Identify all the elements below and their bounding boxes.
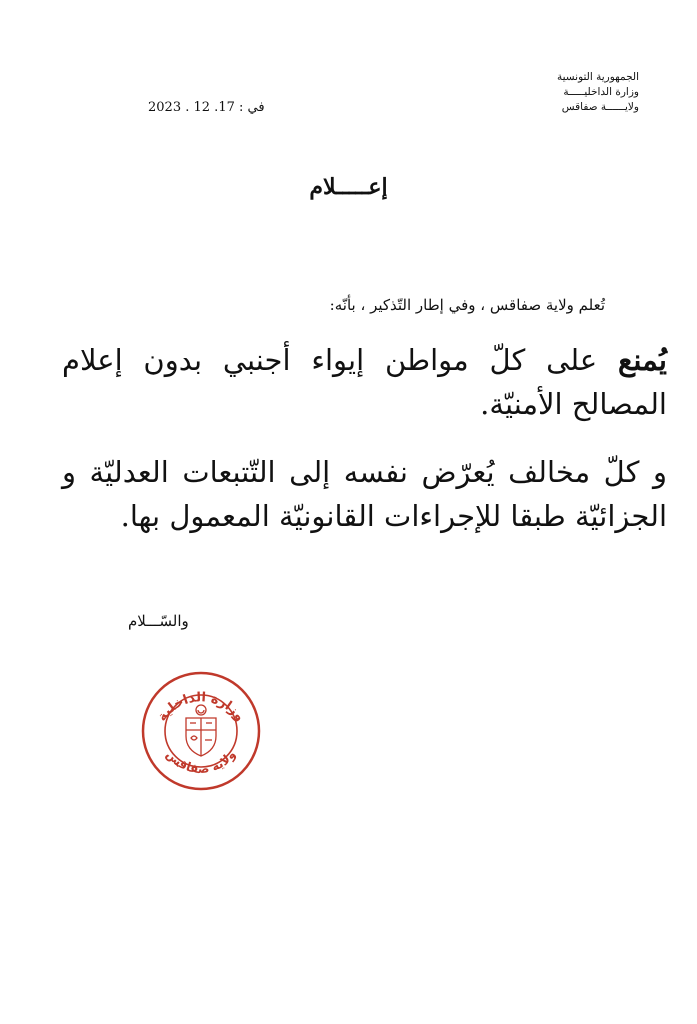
prohibition-word: يُمنع <box>617 343 667 377</box>
body-paragraph-1 <box>62 338 667 426</box>
official-stamp <box>140 670 262 792</box>
letterhead-republic: الجمهورية التونسية <box>557 71 639 83</box>
letterhead-ministry: وزارة الداخليـــــة <box>563 86 639 98</box>
closing-salutation: والسّـــلام <box>128 612 189 630</box>
announcement-body <box>62 338 667 562</box>
stamp-top-text: وزارة الداخلية <box>154 690 248 725</box>
stamp-bottom-text: ولاية صفاقس <box>163 747 239 777</box>
body-paragraph-1-text: على كلّ مواطن إيواء أجنبي بدون إعلام المصالح الأمنيّة. <box>62 343 667 421</box>
coat-of-arms-icon <box>186 705 216 756</box>
document-title: إعـــــلام <box>309 174 388 200</box>
date-line: في : 17. 12 . 2023 <box>148 100 265 115</box>
intro-line: تُعلم ولاية صفاقس ، وفي إطار التّذكير ، بأنّه: <box>329 296 605 314</box>
letterhead-governorate: ولايــــــة صفاقس <box>561 101 639 113</box>
letterhead <box>479 70 639 115</box>
body-paragraph-2: و كلّ مخالف يُعرّض نفسه إلى التّتبعات العدليّة و الجزائيّة طبقا للإجراءات القانونيّة المعمول بها. <box>62 455 667 533</box>
